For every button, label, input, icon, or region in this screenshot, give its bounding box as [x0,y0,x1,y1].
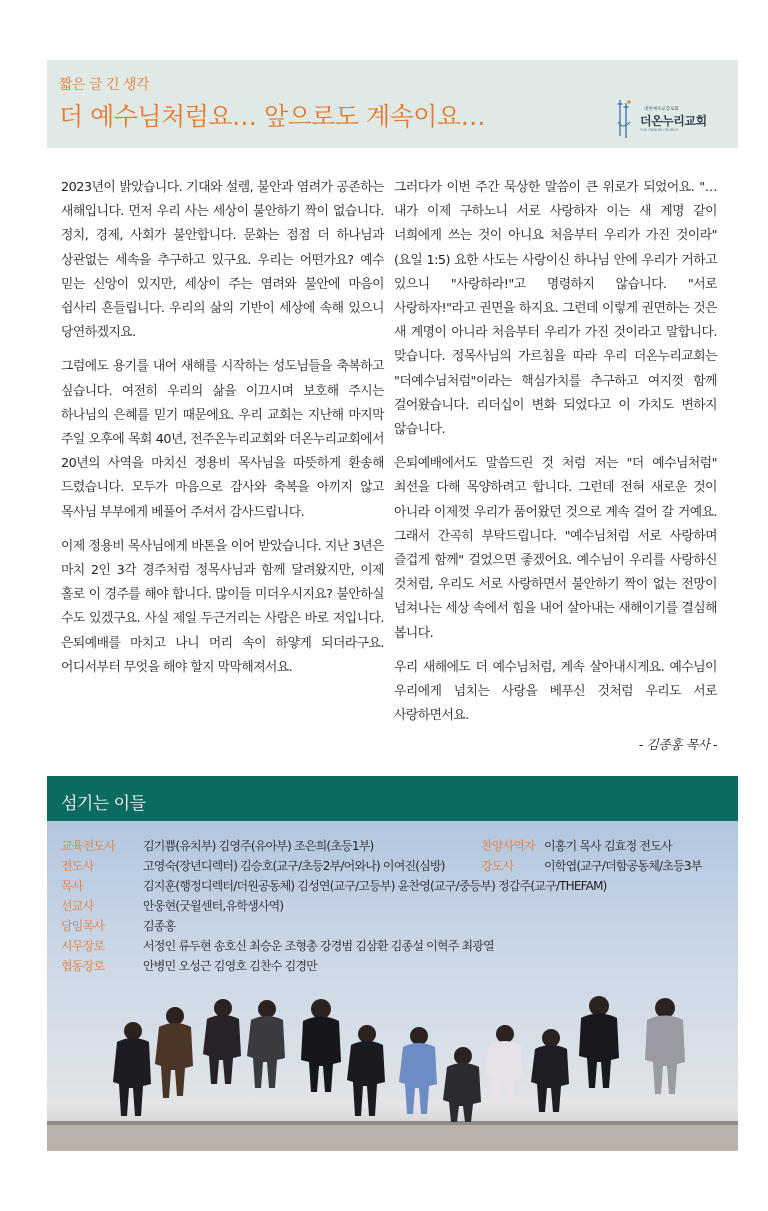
person-figure [301,999,341,1092]
church-logo [616,98,726,140]
role-names: 이홍기 목사 김효정 전도사 [544,839,672,853]
person-figure [645,998,685,1094]
logo-english: THE ONNURI CHURCH [640,128,679,132]
church-logo-icon [616,98,632,140]
person-figure [203,999,241,1084]
column-kicker: 짧은 글 긴 생각 [59,77,149,93]
person-figure [347,1025,385,1116]
servants-header-band [47,776,738,821]
person-figure [155,1007,193,1098]
paragraph: 우리 새해에도 더 예수님처럼, 계속 살아내시게요. 예수님이 우리에게 넘치는 사랑을 베푸신 것처럼 우리도 서로 사랑하면서요. [394,659,717,724]
group-jump-photo [47,916,738,1151]
role-names: 안웅현(굿윌센터,유학생사역) [143,899,284,913]
person-figure [443,1047,481,1122]
role-label: 담임목사 [61,919,105,933]
article-column-left [61,176,384,690]
logo-name: 더온누리교회 [640,114,707,128]
person-figure [531,1029,569,1112]
article-header [47,60,738,148]
logo-denomination: 대한예수교장로회 [644,107,679,112]
person-figure [579,996,619,1088]
person-figure [485,1025,523,1104]
role-names: 안병민 오성근 김영호 김찬수 김경만 [143,959,317,973]
role-names: 이학엽(교구/더함공동체/초등3부 [544,859,702,873]
paragraph: 그러다가 이번 주간 묵상한 말씀이 큰 위로가 되었어요. "…내가 이제 구하노니 서로 사랑하자 이는 새 계명 같이 너희에게 쓰는 것이 아니요 처음부터 우리가 가진 것이라"(요일 1:5) 요한 사도는 사랑이신 하나님 안에 우리가 거하고 있으니 "사랑하라!"고 명령하지 않습니다. "서로 사랑하자!"라고 권면을 하지요. 그런데 이렇게 권면하는 것은 새 계명이 아니라 처음부터 우리가 가진 것이라고 말합니다. 맞습니다. 정목사님의 가르침을 따라 우리 더온누리교회는 "더예수님처럼"이라는 핵심가치를 추구하고 여지껏 함께 걸어왔습니다. 리더십이 변화 되었다고 이 가치도 변하지 않습니다. [394,180,717,438]
role-label: 목사 [61,879,83,893]
role-label: 전도사 [61,859,94,873]
role-names: 서정인 류두현 송호신 최승운 조형총 강경범 김삼환 김종설 이혁주 최광열 [143,939,494,953]
role-label: 교육전도사 [61,839,115,853]
role-label: 시무장로 [61,939,105,953]
paragraph: 은퇴예배에서도 말씀드린 것 처럼 저는 "더 예수님처럼" 최선을 다해 목양하려고 합니다. 그런데 전혀 새로운 것이 아니라 이제껏 우리가 품어왔던 것으로 계속 걸어 갈 거예요. 그래서 간곡히 부탁드립니다. "예수님처럼 서로 사랑하며 즐겁게 함께" 걸었으면 좋겠어요. 예수님이 우리를 사랑하신 것처럼, 우리도 서로 사랑하면서 불안하기 짝이 없는 전망이 넘쳐나는 세상 속에서 힘을 내어 살아내는 새해이기를 결심해 봅니다. [394,456,717,641]
person-figure [113,1022,151,1116]
person-figure [247,1000,285,1088]
role-label: 강도사 [481,859,514,873]
role-label: 찬양사역자 [481,839,535,853]
servants-section [47,776,738,1151]
article-column-right [394,176,717,759]
role-label: 선교사 [61,899,94,913]
role-names: 김지훈(행정디렉터/더원공동체) 김성연(교구/고등부) 윤찬영(교구/중등부) 정갑주(교구/THEFAM) [143,879,607,893]
role-names: 고영숙(장년디렉터) 김승호(교구/초등2부/어와나) 이여진(심방) [143,859,445,873]
role-names: 김기쁨(유치부) 김영주(유아부) 조은희(초등1부) [143,839,374,853]
article-title: 더 예수님처럼요… 앞으로도 계속이요… [59,102,486,131]
paragraph: 2023년이 밝았습니다. 기대와 설렘, 불안과 염려가 공존하는 새해입니다. 먼저 우리 사는 세상이 불안하기 짝이 없습니다. 정치, 경제, 사회가 불안합니다. 문화는 점점 더 하나님과 상관없는 세속을 추구하고 있구요. 우리는 어떤가요? 예수 믿는 신앙이 있지만, 세상이 주는 염려와 불안에 마음이 쉽사리 흔들립니다. 우리의 삶의 기반이 세상에 속해 있으니 당연하겠지요. [61,180,384,341]
person-figure [399,1027,437,1114]
author-signature: - 김종홍 목사 - [638,738,717,754]
role-names: 김종홍 [143,919,176,933]
role-label: 협동장로 [61,959,105,973]
servants-title: 섬기는 이들 [61,794,146,814]
paragraph: 이제 정용비 목사님에게 바톤을 이어 받았습니다. 지난 3년은 마치 2인 3각 경주처럼 정목사님과 함께 달려왔지만, 이제 홀로 이 경주를 해야 합니다. 많이들 미더우시지요? 불안하실 수도 있겠구요. 사실 제일 두근거리는 사람은 바로 저입니다. 은퇴예배를 마치고 나니 머리 속이 하얗게 되더라구요. 어디서부터 무엇을 해야 할지 막막해져서요. [61,538,384,675]
paragraph: 그럼에도 용기를 내어 새해를 시작하는 성도님들을 축복하고 싶습니다. 여전히 우리의 삶을 이끄시며 보호해 주시는 하나님의 은혜를 믿기 때문에요. 우리 교회는 지난해 마지막 주일 오후에 목회 40년, 전주온누리교회와 더온누리교회에서 20년의 사역을 마치신 정용비 목사님을 따뜻하게 환송해 드렸습니다. 모두가 마음으로 감사와 축복을 아끼지 않고 목사님 부부에게 베풀어 주셔서 감사드립니다. [61,359,384,520]
